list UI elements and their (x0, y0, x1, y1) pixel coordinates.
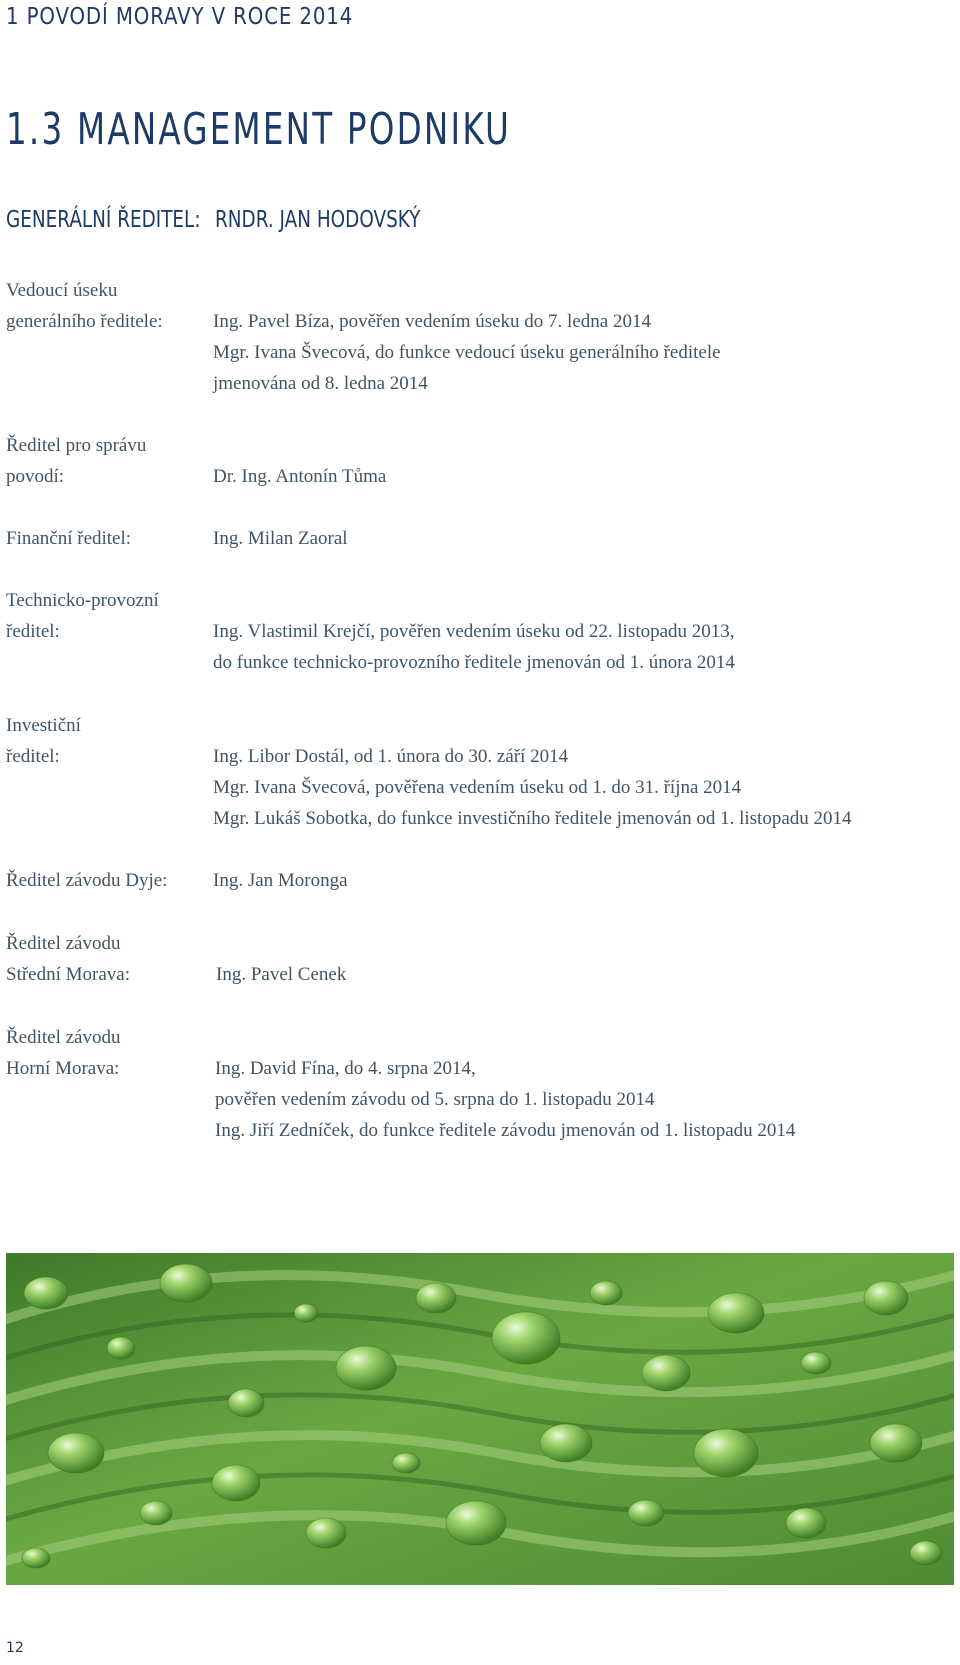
entry-value: Ing. Pavel Cenek (216, 964, 347, 985)
entry-label: Horní Morava: (6, 1058, 120, 1079)
leaf-water-drops-photo (6, 1253, 954, 1585)
entry-value: Dr. Ing. Antonín Tůma (213, 466, 387, 487)
entry-label: Ředitel pro správu (6, 435, 147, 456)
entry-label: povodí: (6, 466, 65, 487)
entry-value: do funkce technicko-provozního ředitele jmenován od 1. února 2014 (213, 652, 735, 673)
entry-label: Ředitel závodu Dyje: (6, 870, 168, 891)
entry-value: Ing. Libor Dostál, od 1. února do 30. září 2014 (213, 746, 569, 767)
entry-value: Mgr. Lukáš Sobotka, do funkce investičního ředitele jmenován od 1. listopadu 2014 (213, 808, 852, 829)
entry-value: Ing. Milan Zaoral (213, 528, 348, 549)
entry-label: ředitel: (6, 621, 60, 642)
chapter-header: 1 POVODÍ MORAVY V ROCE 2014 (6, 4, 354, 30)
entry-value: Ing. Jiří Zedníček, do funkce ředitele závodu jmenován od 1. listopadu 2014 (215, 1120, 796, 1141)
general-director-name: RNDR. JAN HODOVSKÝ (215, 207, 421, 233)
entry-value: jmenována od 8. ledna 2014 (213, 373, 428, 394)
entry-label: Finanční ředitel: (6, 528, 132, 549)
entry-label: generálního ředitele: (6, 311, 163, 332)
section-title: 1.3 MANAGEMENT PODNIKU (6, 104, 512, 155)
entry-label: Investiční (6, 715, 81, 736)
entry-value: Ing. Vlastimil Krejčí, pověřen vedením úseku od 22. listopadu 2013, (213, 621, 735, 642)
entry-label: ředitel: (6, 746, 60, 767)
entry-value: Ing. David Fína, do 4. srpna 2014, (215, 1058, 476, 1079)
entry-label: Vedoucí úseku (6, 280, 118, 301)
entry-value: Ing. Pavel Bíza, pověřen vedením úseku do 7. ledna 2014 (213, 311, 651, 332)
entry-value: Mgr. Ivana Švecová, pověřena vedením úseku od 1. do 31. října 2014 (213, 777, 742, 798)
entry-value: Mgr. Ivana Švecová, do funkce vedoucí úseku generálního ředitele (213, 342, 721, 363)
entry-label: Ředitel závodu (6, 933, 121, 954)
entry-label: Technicko-provozní (6, 590, 159, 611)
entry-label: Střední Morava: (6, 964, 131, 985)
entry-value: Ing. Jan Moronga (213, 870, 348, 891)
general-director-label: GENERÁLNÍ ŘEDITEL: (6, 207, 201, 233)
page-number: 12 (6, 1640, 24, 1656)
entry-label: Ředitel závodu (6, 1027, 121, 1048)
entry-value: pověřen vedením závodu od 5. srpna do 1. listopadu 2014 (215, 1089, 655, 1110)
